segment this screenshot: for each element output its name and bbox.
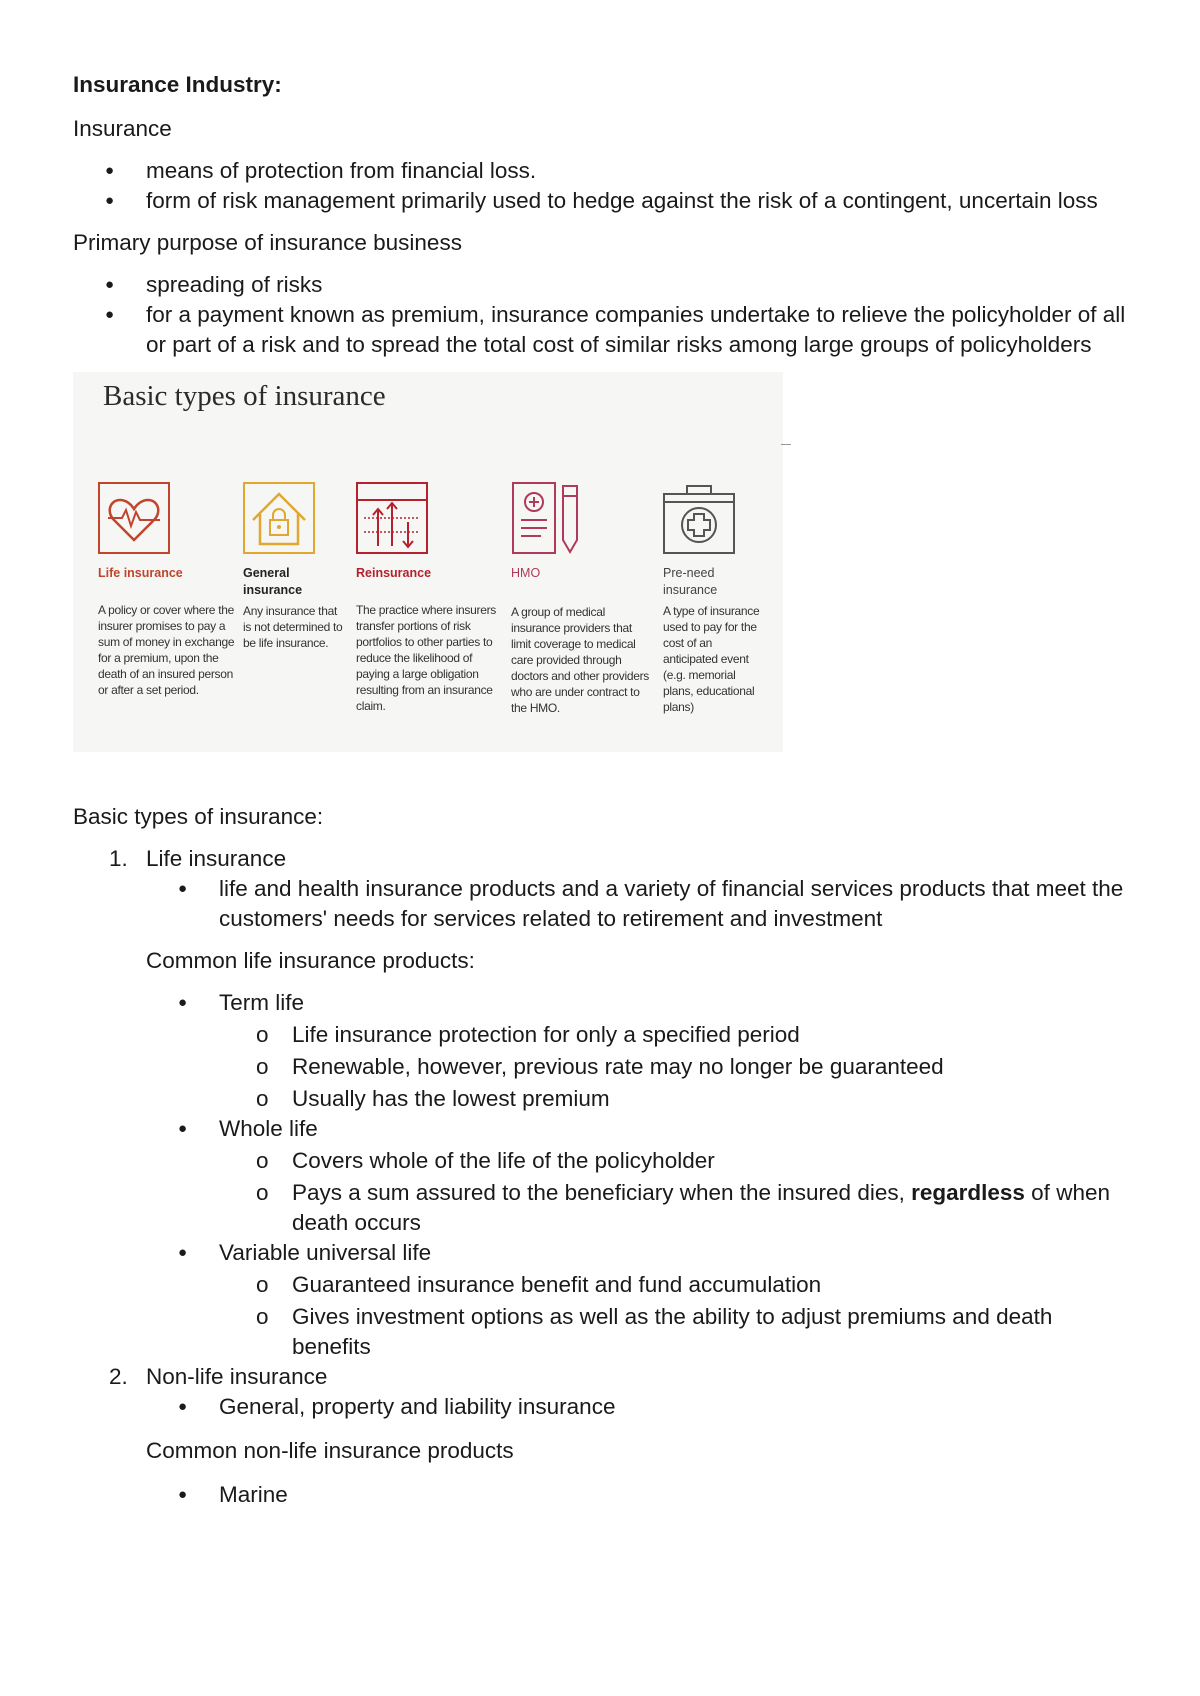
list-item: ● Marine — [73, 1480, 1133, 1510]
page-title: Insurance Industry: — [73, 72, 282, 97]
type-name: General insurance — [243, 566, 303, 597]
sub-bullet-marker: o — [256, 1022, 269, 1047]
list-item-title: Life insurance — [146, 846, 287, 871]
sub-bullet-marker: o — [256, 1180, 269, 1205]
transfer-chart-icon — [356, 482, 428, 554]
list-item-life — [73, 844, 1133, 874]
types-list-2 — [73, 1362, 1133, 1392]
nonlife-products-label: Common non-life insurance products — [146, 1438, 514, 1463]
life-products-list-3 — [73, 1238, 1133, 1268]
type-name: Pre-need insurance — [663, 566, 718, 597]
sub-list-item: o Life insurance protection for only a specified period — [73, 1020, 1133, 1050]
list-item: ● spreading of risks — [73, 270, 1133, 300]
medical-document-icon — [511, 482, 583, 554]
infographic-type-pre-need — [663, 482, 768, 715]
insurance-types-infographic — [73, 372, 783, 752]
sub-list-item: o Guaranteed insurance benefit and fund accumulation — [73, 1270, 1133, 1300]
nonlife-points-list — [73, 1392, 1133, 1422]
sub-bullet-marker: o — [256, 1054, 269, 1079]
list-item-title: Non-life insurance — [146, 1364, 328, 1389]
infographic-type-hmo — [511, 482, 649, 716]
list-item: ● Whole life — [73, 1114, 1133, 1144]
life-points-list — [73, 874, 1133, 934]
types-list — [73, 844, 1133, 874]
infographic-title: Basic types of insurance — [103, 380, 386, 412]
insurance-list — [73, 156, 1133, 216]
infographic-type-reinsurance — [356, 482, 496, 714]
variable-universal-life-sublist — [73, 1270, 1133, 1362]
list-number: 1. — [109, 846, 128, 871]
whole-life-sublist — [73, 1146, 1133, 1238]
infographic-type-general — [243, 482, 348, 651]
list-item: ● life and health insurance products and a variety of financial services products that meet the customers' needs for services related to retirement and investment — [73, 874, 1133, 934]
divider — [781, 444, 791, 445]
type-name: HMO — [511, 566, 541, 580]
type-description: A policy or cover where the insurer promises to pay a sum of money in exchange for a premium, upon the death of an insured person or after a set period. — [98, 603, 235, 697]
sub-list-item: o Gives investment options as well as the ability to adjust premiums and death benefits — [256, 1304, 1053, 1359]
sub-list-item: o Pays a sum assured to the beneficiary when the insured dies, regardless of when death occurs — [256, 1180, 1110, 1235]
nonlife-products-list — [73, 1480, 1133, 1510]
document-page — [73, 70, 1133, 1510]
life-products-label: Common life insurance products: — [146, 948, 475, 973]
type-description: Any insurance that is not determined to be life insurance. — [243, 604, 343, 650]
house-lock-icon — [243, 482, 315, 554]
sub-list-item: o Renewable, however, previous rate may no longer be guaranteed — [73, 1052, 1133, 1082]
list-item: ● means of protection from financial loss. — [73, 156, 1133, 186]
list-number: 2. — [109, 1364, 128, 1389]
type-description: The practice where insurers transfer portions of risk portfolios to other parties to reduce the likelihood of paying a large obligation resulting from an insurance claim. — [356, 603, 496, 713]
type-description: A type of insurance used to pay for the cost of an anticipated event (e.g. memorial plans, educational plans) — [663, 604, 760, 714]
sub-bullet-marker: o — [256, 1148, 269, 1173]
emphasis-text: regardless — [911, 1180, 1025, 1205]
sub-list-item: o Covers whole of the life of the policyholder — [73, 1146, 1133, 1176]
sub-bullet-marker: o — [256, 1272, 269, 1297]
purpose-label: Primary purpose of insurance business — [73, 230, 462, 255]
life-products-list — [73, 988, 1133, 1018]
type-name: Life insurance — [98, 566, 183, 580]
list-item: ● Variable universal life — [73, 1238, 1133, 1268]
type-name: Reinsurance — [356, 566, 432, 580]
list-item-nonlife — [73, 1362, 1133, 1392]
list-item: ● Term life — [73, 988, 1133, 1018]
heart-pulse-icon — [98, 482, 170, 554]
list-item: ● form of risk management primarily used to hedge against the risk of a contingent, uncertain loss — [73, 186, 1133, 216]
sub-bullet-marker: o — [256, 1086, 269, 1111]
types-label: Basic types of insurance: — [73, 804, 324, 829]
medical-kit-icon — [663, 482, 735, 554]
insurance-label: Insurance — [73, 116, 172, 141]
type-description: A group of medical insurance providers that limit coverage to medical care provided through doctors and other providers who are under contract to the HMO. — [511, 605, 649, 715]
infographic-type-life — [98, 482, 238, 698]
life-products-list-2 — [73, 1114, 1133, 1144]
sub-list-item: o Usually has the lowest premium — [73, 1084, 1133, 1114]
sub-bullet-marker: o — [256, 1304, 269, 1329]
purpose-list — [73, 270, 1133, 360]
term-life-sublist — [73, 1020, 1133, 1114]
list-item: ● General, property and liability insurance — [73, 1392, 1133, 1422]
list-item: ● for a payment known as premium, insurance companies undertake to relieve the policyholder of all or part of a risk and to spread the total cost of similar risks among large groups of policyholders — [73, 300, 1133, 360]
